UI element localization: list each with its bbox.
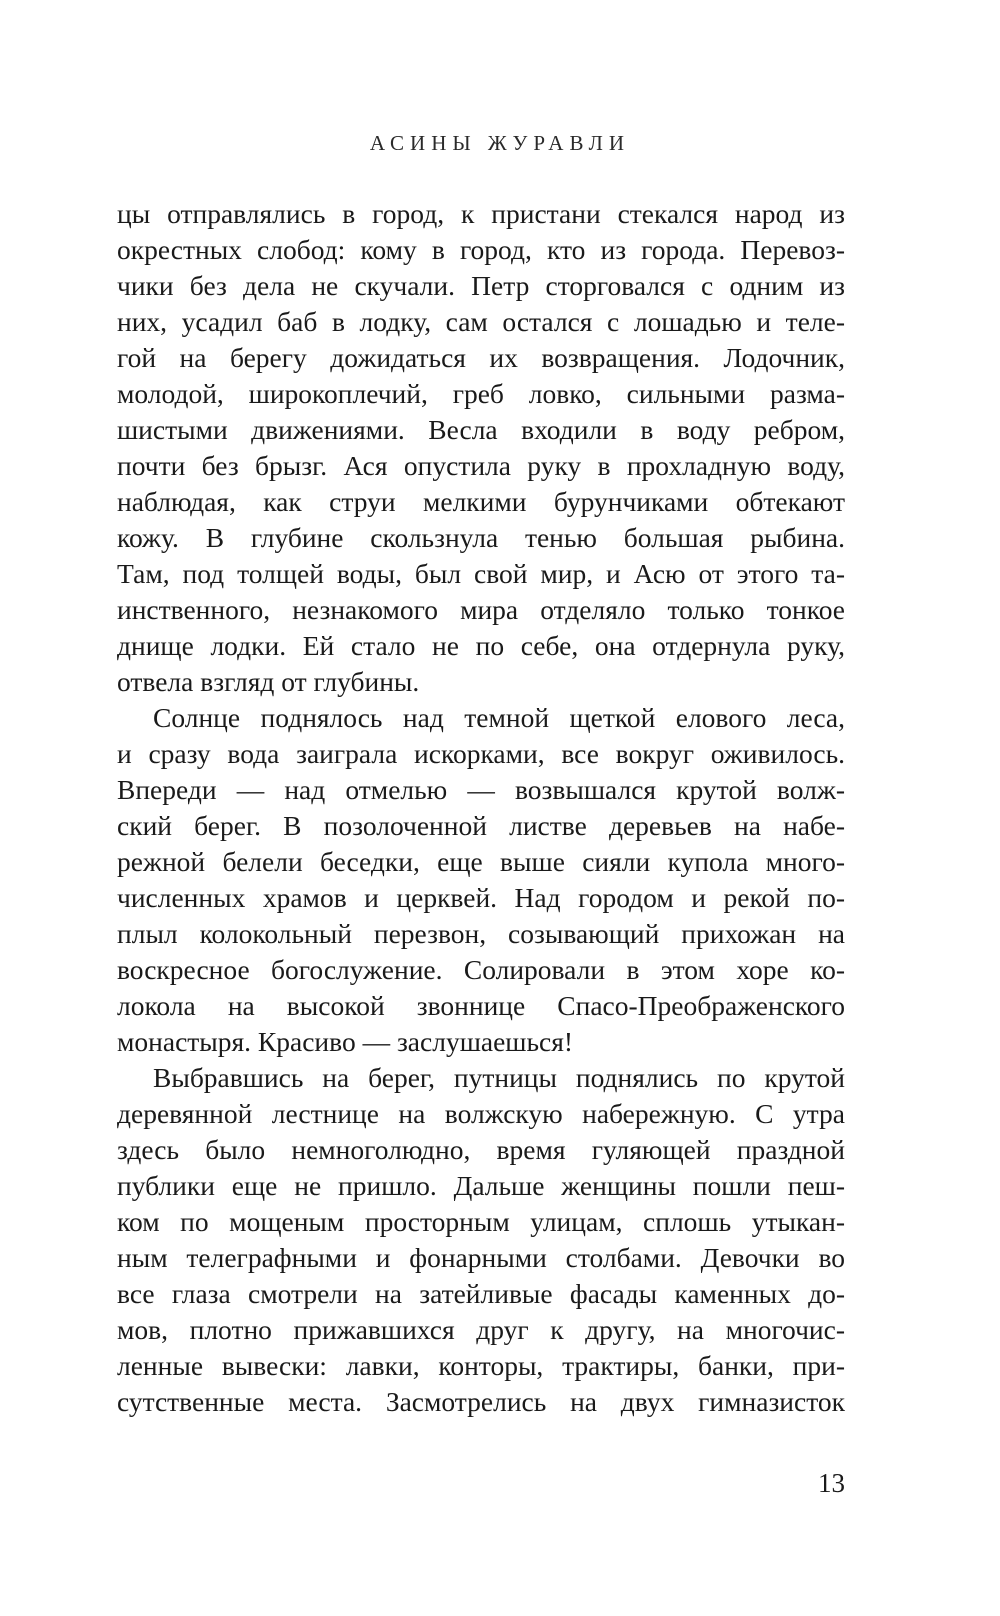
text-line: окрестных слобод: кому в город, кто из города. Перевоз- <box>117 234 845 265</box>
running-title: АСИНЫ ЖУРАВЛИ <box>369 131 631 155</box>
text-line: молодой, широкоплечий, греб ловко, сильными разма- <box>117 378 845 409</box>
text-line: мов, плотно прижавшихся друг к другу, на многочис- <box>117 1314 845 1345</box>
text-line: и сразу вода заиграла искорками, все вокруг оживилось. <box>117 738 845 769</box>
text-line: Выбравшись на берег, путницы поднялись по крутой <box>153 1062 845 1093</box>
text-line: деревянной лестнице на волжскую набережную. С утра <box>117 1098 845 1129</box>
text-line: Впереди — над отмелью — возвышался крутой волж- <box>117 774 845 805</box>
text-line: воскресное богослужение. Солировали в этом хоре ко- <box>117 954 845 985</box>
text-line: численных храмов и церквей. Над городом и рекой по- <box>117 882 845 913</box>
text-line: Там, под толщей воды, был свой мир, и Асю от этого та- <box>117 558 845 589</box>
text-line: Солнце поднялось над темной щеткой елового леса, <box>153 702 845 733</box>
text-line: шистыми движениями. Весла входили в воду ребром, <box>117 414 845 445</box>
text-line: отвела взгляд от глубины. <box>117 666 420 697</box>
text-line: чики без дела не скучали. Петр сторговался с одним из <box>117 270 845 301</box>
text-line: почти без брызг. Ася опустила руку в прохладную воду, <box>117 450 845 481</box>
text-line: них, усадил баб в лодку, сам остался с лошадью и теле- <box>117 306 845 337</box>
text-line: ком по мощеным просторным улицам, сплошь утыкан- <box>117 1206 845 1237</box>
text-line: все глаза смотрели на затейливые фасады каменных до- <box>117 1278 845 1309</box>
text-line: сутственные места. Засмотрелись на двух гимназисток <box>117 1386 845 1417</box>
text-line: ным телеграфными и фонарными столбами. Девочки во <box>117 1242 845 1273</box>
text-line: днище лодки. Ей стало не по себе, она отдернула руку, <box>117 630 845 661</box>
text-line: цы отправлялись в город, к пристани стекался народ из <box>117 198 845 229</box>
paragraph <box>117 1060 845 1420</box>
body-text <box>117 196 845 1420</box>
text-line: режной белели беседки, еще выше сияли купола много- <box>117 846 845 877</box>
text-line: публики еще не пришло. Дальше женщины пошли пеш- <box>117 1170 845 1201</box>
page-number: 13 <box>818 1468 845 1498</box>
text-line: кожу. В глубине скользнула тенью большая рыбина. <box>117 522 845 553</box>
text-line: гой на берегу дожидаться их возвращения. Лодочник, <box>117 342 845 373</box>
text-line: монастыря. Красиво — заслушаешься! <box>117 1026 574 1057</box>
paragraph <box>117 700 845 1060</box>
text-line: ленные вывески: лавки, конторы, трактиры, банки, при- <box>117 1350 845 1381</box>
paragraph <box>117 196 845 700</box>
text-line: инственного, незнакомого мира отделяло только тонкое <box>117 594 845 625</box>
text-line: здесь было немноголюдно, время гуляющей праздной <box>117 1134 845 1165</box>
text-line: наблюдая, как струи мелкими бурунчиками обтекают <box>117 486 845 517</box>
text-line: ский берег. В позолоченной листве деревьев на набе- <box>117 810 845 841</box>
text-line: плыл колокольный перезвон, созывающий прихожан на <box>117 918 845 949</box>
text-line: локола на высокой звоннице Спасо-Преображенского <box>117 990 845 1021</box>
